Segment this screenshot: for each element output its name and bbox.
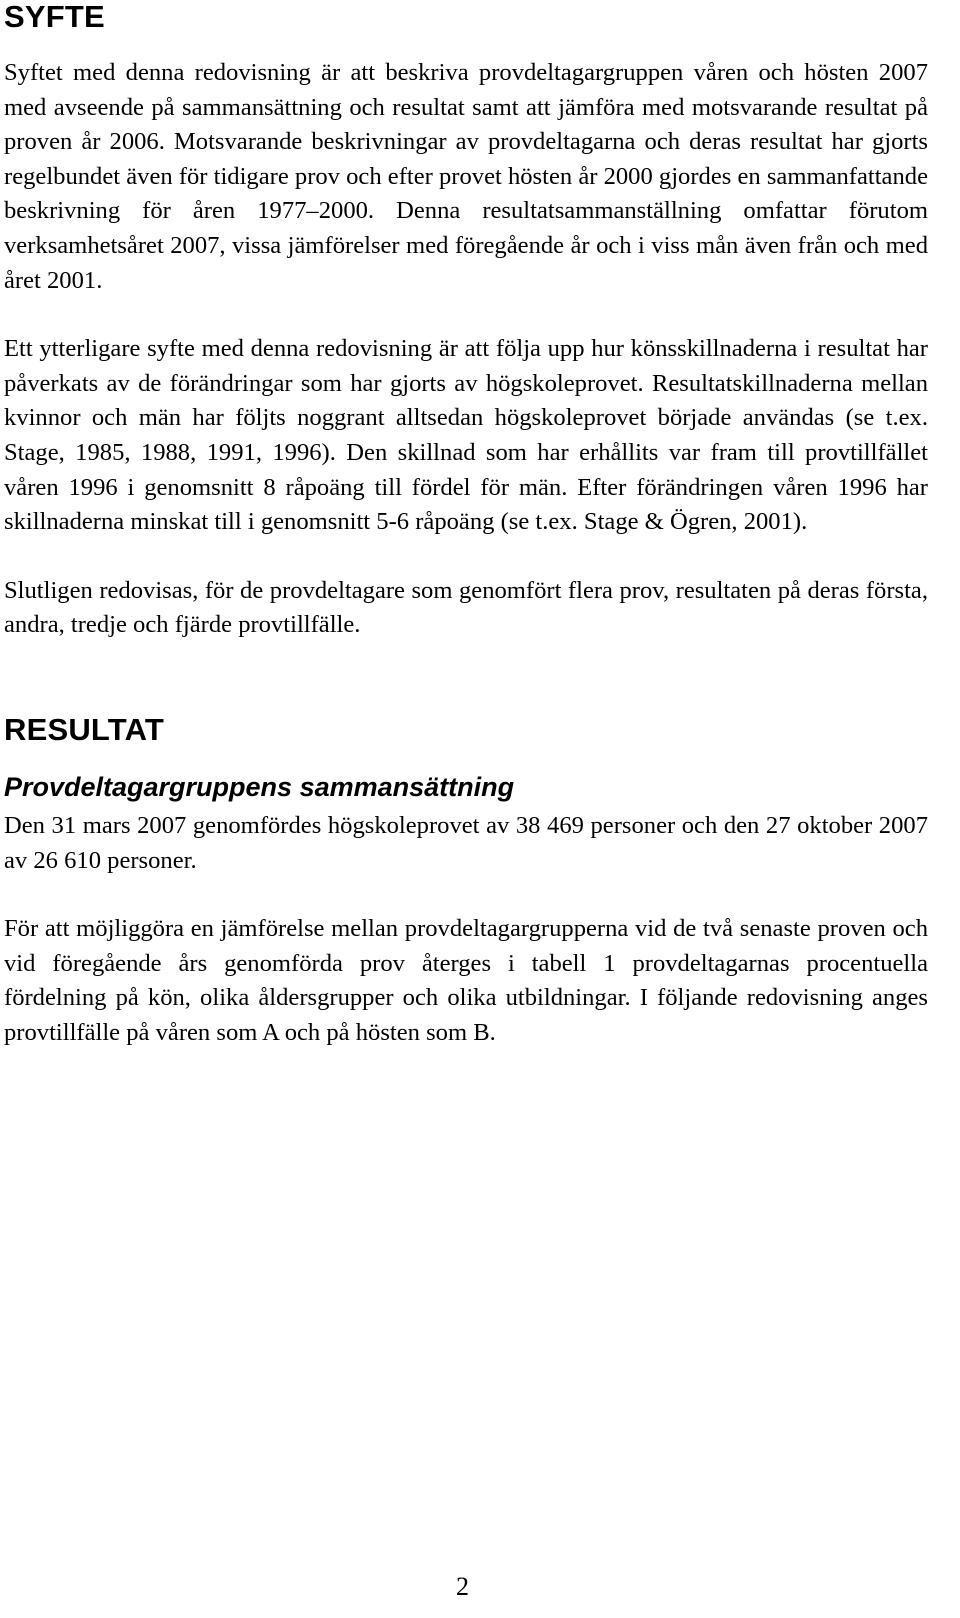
subheading-provdeltagargruppens-sammansattning: Provdeltagargruppens sammansättning — [4, 771, 515, 802]
section-heading-resultat: RESULTAT — [4, 711, 165, 747]
syfte-paragraph-2: Ett ytterligare syfte med denna redovisning är att följa upp hur könsskillnaderna i resultat har påverkats av de förändringar som har gjorts av högskoleprovet. Resultatskillnaderna mellan kvinnor och män har följts noggrant alltsedan högskoleprovet började användas (se t.ex. Stage, 1985, 1988, 1991, 1996). Den skillnad som har erhållits var fram till provtillfället våren 1996 i genomsnitt 8 råpoäng till fördel för män. Efter förändringen våren 1996 har skillnaderna minskat till i genomsnitt 5-6 råpoäng (se t.ex. Stage & Ögren, 2001). — [4, 335, 928, 536]
document-page — [4, 0, 928, 1050]
resultat-paragraph-1: Den 31 mars 2007 genomfördes högskoleprovet av 38 469 personer och den 27 oktober 2007 av 26 610 personer. — [4, 811, 928, 874]
syfte-paragraph-3: Slutligen redovisas, för de provdeltagare som genomfört flera prov, resultaten på deras första, andra, tredje och fjärde provtillfälle. — [4, 576, 928, 639]
section-heading-syfte: SYFTE — [4, 0, 105, 34]
resultat-paragraph-2: För att möjliggöra en jämförelse mellan provdeltagargrupperna vid de två senaste proven och vid föregående års genomförda prov återges i tabell 1 provdeltagarnas procentuella fördelning på kön, olika åldersgrupper och olika utbildningar. I följande redovisning anges provtillfälle på våren som A och på hösten som B. — [4, 915, 928, 1046]
syfte-paragraph-1: Syftet med denna redovisning är att beskriva provdeltagargruppen våren och hösten 2007 med avseende på sammansättning och resultat samt att jämföra med motsvarande resultat på proven år 2006. Motsvarande beskrivningar av provdeltagarna och deras resultat har gjorts regelbundet även för tidigare prov och efter provet hösten år 2000 gjordes en sammanfattande beskrivning för åren 1977–2000. Denna resultatsammanställning omfattar förutom verksamhetsåret 2007, vissa jämförelser med föregående år och i viss mån även från och med året 2001. — [4, 59, 928, 294]
page-number: 2 — [456, 1572, 469, 1601]
